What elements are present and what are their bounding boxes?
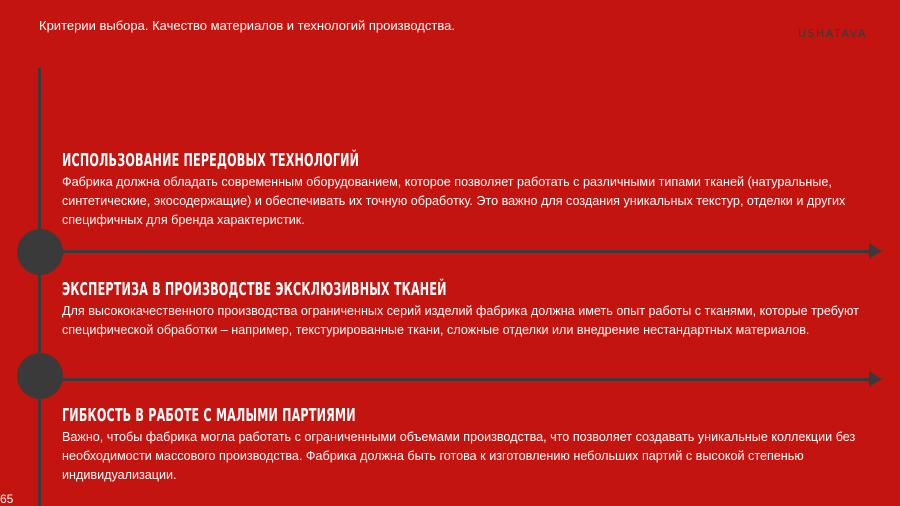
criteria-section-flexibility xyxy=(62,405,877,485)
page-number: 65 xyxy=(0,492,14,506)
timeline-arrow-line-1 xyxy=(40,250,870,253)
timeline-vertical-line xyxy=(38,68,41,506)
section-body: Для высококачественного производства ограниченных серий изделий фабрика должна иметь опыт работы с тканями, которые требуют специфической обработки – например, текстурированные ткани, сложные отделки или внедрение нестандартных материалов. xyxy=(62,304,859,337)
brand-logo-text: USHATAVA xyxy=(797,27,867,40)
section-title: ЭКСПЕРТИЗА В ПРОИЗВОДСТВЕ ЭКСКЛЮЗИВНЫХ ТКАНЕЙ xyxy=(62,279,447,300)
criteria-section-technology xyxy=(62,150,877,230)
timeline-dot-1 xyxy=(17,229,63,275)
timeline-dot-2 xyxy=(17,353,63,399)
section-title: ГИБКОСТЬ В РАБОТЕ С МАЛЫМИ ПАРТИЯМИ xyxy=(62,405,356,426)
section-body: Важно, чтобы фабрика могла работать с ограниченными объемами производства, что позволяет создавать уникальные коллекции без необходимости массового производства. Фабрика должна быть готова к изготовлению небольших партий с высокой степенью индивидуализации. xyxy=(62,430,856,482)
criteria-section-expertise xyxy=(62,279,877,340)
section-body: Фабрика должна обладать современным оборудованием, которое позволяет работать с различными типами тканей (натуральные, синтетические, экосодержащие) и обеспечивать их точную обработку. Это важно для создания уникальных текстур, отделки и других специфичных для бренда характеристик. xyxy=(62,175,846,227)
slide-header-title: Критерии выбора. Качество материалов и технологий производства. xyxy=(39,18,455,33)
timeline-arrow-line-2 xyxy=(40,378,870,381)
section-title: ИСПОЛЬЗОВАНИЕ ПЕРЕДОВЫХ ТЕХНОЛОГИЙ xyxy=(62,150,360,171)
arrow-right-icon xyxy=(869,371,882,387)
arrow-right-icon xyxy=(869,243,882,259)
